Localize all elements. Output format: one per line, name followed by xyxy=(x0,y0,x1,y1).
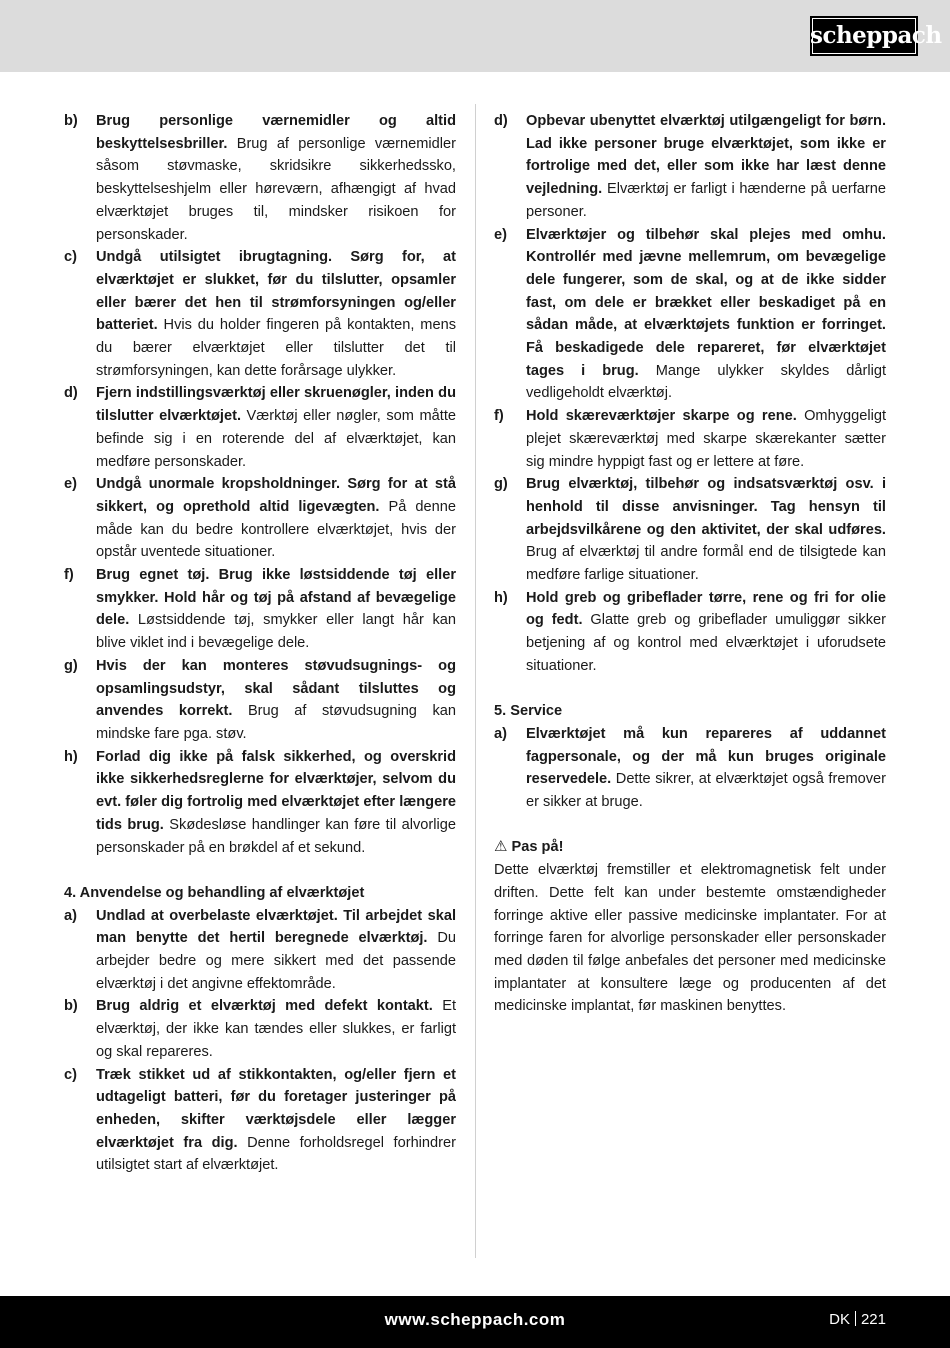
warning-triangle-icon: ⚠ xyxy=(494,838,508,856)
list-item-text xyxy=(96,473,456,564)
list-item-normal-text: Mange ulykker skyldes dårligt vedligeholdt elværktøj. xyxy=(526,362,886,402)
list-item-normal-text: Denne forholdsregel forhindrer utilsigtet start af elværktøjet. xyxy=(96,1134,456,1174)
list-item xyxy=(64,246,456,382)
list-item-text xyxy=(526,473,886,587)
list-item-marker: f) xyxy=(494,408,504,425)
warning-title: Pas på! xyxy=(511,839,564,856)
list-item xyxy=(494,473,886,587)
brand-logo: scheppach xyxy=(810,16,918,56)
list-item xyxy=(494,405,886,473)
list-item-text xyxy=(526,405,886,473)
list-item-normal-text: Brug af personlige værnemidler såsom støvmaske, skridsikre sikkerhedssko, beskyttelseshjelm eller høreværn, afhængigt af hvad elværktøjet bruges til, mindsker risikoen for personskader. xyxy=(96,135,456,243)
right-column xyxy=(494,110,886,1018)
list-item-bold-text: Fjern indstillingsværktøj eller skruenøgler, inden du tilslutter elværktøjet. xyxy=(96,385,456,425)
list-item-marker: b) xyxy=(64,113,78,129)
list-item-text xyxy=(96,564,456,655)
list-item-normal-text: Elværktøj er farligt i hænderne på uerfarne personer. xyxy=(526,181,886,220)
list-item-normal-text: På denne måde kan du bedre kontrollere elværktøjet, hvis der opstår uventede situationer. xyxy=(96,498,456,561)
left-column xyxy=(64,110,456,1177)
list-item xyxy=(64,655,456,746)
list-item-normal-text: Løstsiddende tøj, smykker eller langt hår kan blive viklet ind i bevægelige dele. xyxy=(96,612,456,652)
list-item xyxy=(64,110,456,246)
list-item-text xyxy=(96,905,456,996)
list-item-marker: a) xyxy=(494,725,507,742)
footer-website-link[interactable]: www.scheppach.com xyxy=(384,1310,566,1329)
list-item-marker: b) xyxy=(64,998,78,1015)
footer-bar xyxy=(0,1296,950,1348)
list-item-bold-text: Undlad at overbelaste elværktøjet. Til arbejdet skal man benytte det hertil beregnede elværktøj. xyxy=(96,907,456,947)
list-item-bold-text: Undgå utilsigtet ibrugtagning. Sørg for, at elværktøjet er slukket, før du tilslutter, opsamler eller bærer det hen til strømforsyningen og/eller batteriet. xyxy=(96,249,456,334)
page-indicator xyxy=(829,1311,886,1328)
list-item-normal-text: Brug af elværktøj til andre formål end de tilsigtede kan medføre farlige situationer. xyxy=(526,544,886,584)
list-item-normal-text: Hvis du holder fingeren på kontakten, mens du bærer elværktøjet eller tilslutter det til strømforsyningen, kan dette forårsage ulykker. xyxy=(96,317,456,379)
list-item-marker: c) xyxy=(64,1066,77,1083)
list-item-marker: e) xyxy=(494,226,507,243)
list-item-text xyxy=(96,746,456,860)
list-item-text xyxy=(96,110,456,246)
list-item-marker: c) xyxy=(64,249,77,266)
list-item-bold-text: Træk stikket ud af stikkontakten, og/eller fjern et udtageligt batteri, før du foretager justeringer på enheden, skifter værktøjsdele eller lægger elværktøjet fra dig. xyxy=(96,1066,456,1151)
warning-heading xyxy=(494,836,886,859)
safety-list-top xyxy=(64,110,456,859)
list-item-bold-text: Hvis der kan monteres støvudsugnings- og opsamlingsudstyr, skal sådant tilsluttes og anvendes korrekt. xyxy=(96,657,456,720)
list-item-text xyxy=(96,995,456,1063)
list-item xyxy=(64,1064,456,1178)
column-divider xyxy=(475,104,476,1258)
list-item-text xyxy=(96,1064,456,1178)
list-item xyxy=(64,905,456,996)
list-item-bold-text: Brug egnet tøj. Brug ikke løstsiddende tøj eller smykker. Hold hår og tøj på afstand af bevægelige dele. xyxy=(96,567,456,629)
list-item-normal-text: Du arbejder bedre og mere sikkert med det passende elværktøj i det angivne effektområde. xyxy=(96,930,456,992)
list-item-bold-text: Undgå unormale kropsholdninger. Sørg for at stå sikkert, og oprethold altid ligevægten. xyxy=(96,476,456,515)
list-item xyxy=(494,587,886,678)
list-item-text xyxy=(96,382,456,473)
header-band xyxy=(0,0,950,72)
list-item xyxy=(64,382,456,473)
warning-text: Dette elværktøj fremstiller et elektromagnetisk felt under driften. Dette felt kan under bestemte omstændigheder forringe aktive eller passive medicinske implantater. For at forringe faren for alvorlige personskader eller personskader med døden til følge anbefales det personer med medicinske implantater at konsultere læge og producenten af det medicinske implantat, før maskinen benyttes. xyxy=(494,862,886,1015)
list-item-text xyxy=(526,723,886,814)
list-item xyxy=(494,110,886,224)
list-item-normal-text: Omhyggeligt plejet skæreværktøj med skarpe skærekanter sætter sig mindre hyppigt fast og er lettere at føre. xyxy=(526,408,886,470)
section-5-heading: 5. Service xyxy=(494,703,563,720)
section-4-list xyxy=(64,905,456,1177)
list-item-text xyxy=(96,655,456,746)
list-item xyxy=(64,473,456,564)
section-4-heading: 4. Anvendelse og behandling af elværktøjet xyxy=(64,884,365,901)
list-item-bold-text: Elværktøjer og tilbehør skal plejes med omhu. Kontrollér med jævne mellemrum, om bevægelige dele fungerer, som de skal, og at de ikke sidder fast, om dele er brækket eller beskadiget på en sådan måde, at elværktøjets funktion er forringet. Få beskadigede dele repareret, før elværktøjet tages i brug. xyxy=(526,226,886,379)
list-item-marker: a) xyxy=(64,907,77,924)
list-item xyxy=(494,723,886,814)
list-item-bold-text: Brug personlige værnemidler og altid beskyttelsesbriller. xyxy=(96,113,456,152)
list-item-normal-text: Dette sikrer, at elværktøjet også fremover er sikker at bruge. xyxy=(526,771,886,811)
list-item-marker: g) xyxy=(64,657,78,674)
section-5-list xyxy=(494,723,886,814)
list-item-bold-text: Opbevar ubenyttet elværktøj utilgængeligt for børn. Lad ikke personer bruge elværktøjet, som ikke er fortrolige med det, eller som ikke har læst denne vejledning. xyxy=(526,113,886,198)
list-item-normal-text: Et elværktøj, der ikke kan tændes eller slukkes, er farligt og skal repareres. xyxy=(96,998,457,1060)
list-item-bold-text: Hold skæreværktøjer skarpe og rene. xyxy=(526,408,797,425)
list-item-bold-text: Brug elværktøj, tilbehør og indsatsværktøj osv. i henhold til disse anvisninger. Tag hensyn til arbejdsvilkårene og den aktivitet, der skal udføres. xyxy=(526,476,886,538)
list-item xyxy=(64,746,456,860)
list-item-text xyxy=(526,110,886,224)
page-separator xyxy=(855,1311,856,1326)
list-item-text xyxy=(526,587,886,678)
language-code: DK xyxy=(829,1311,850,1328)
list-item xyxy=(64,995,456,1063)
list-item-bold-text: Hold greb og gribeflader tørre, rene og fri for olie og fedt. xyxy=(526,589,886,629)
list-item-text xyxy=(526,224,886,406)
list-item-marker: h) xyxy=(64,748,78,765)
list-item-marker: f) xyxy=(64,567,74,584)
list-item-bold-text: Forlad dig ikke på falsk sikkerhed, og overskrid ikke sikkerhedsreglerne for elværktøjer, selvom du evt. føler dig fortrolig med elværktøjet efter længere tids brug. xyxy=(96,748,456,833)
list-item-normal-text: Skødesløse handlinger kan føre til alvorlige personskader på en brøkdel af et sekund. xyxy=(96,816,456,856)
list-item xyxy=(64,564,456,655)
list-item-bold-text: Elværktøjet må kun repareres af uddannet fagpersonale, og der må kun bruges originale reservedele. xyxy=(526,725,886,788)
list-item-bold-text: Brug aldrig et elværktøj med defekt kontakt. xyxy=(96,998,433,1015)
list-item-marker: g) xyxy=(494,476,508,493)
list-item-marker: h) xyxy=(494,589,508,606)
list-item-normal-text: Glatte greb og gribeflader umuliggør sikker betjening af og kontrol med elværktøjet i uforudsete situationer. xyxy=(526,612,886,674)
list-item-normal-text: Værktøj eller nøgler, som måtte befinde sig i en roterende del af elværktøjet, kan medføre personskader. xyxy=(96,408,456,470)
page-number: 221 xyxy=(860,1311,886,1328)
list-item-marker: e) xyxy=(64,476,77,493)
list-item-text xyxy=(96,246,456,382)
safety-list-top-right xyxy=(494,110,886,678)
list-item xyxy=(494,224,886,406)
list-item-marker: d) xyxy=(64,385,78,402)
list-item-normal-text: Brug af støvudsugning kan mindske fare pga. støv. xyxy=(96,703,456,742)
list-item-marker: d) xyxy=(494,113,508,129)
